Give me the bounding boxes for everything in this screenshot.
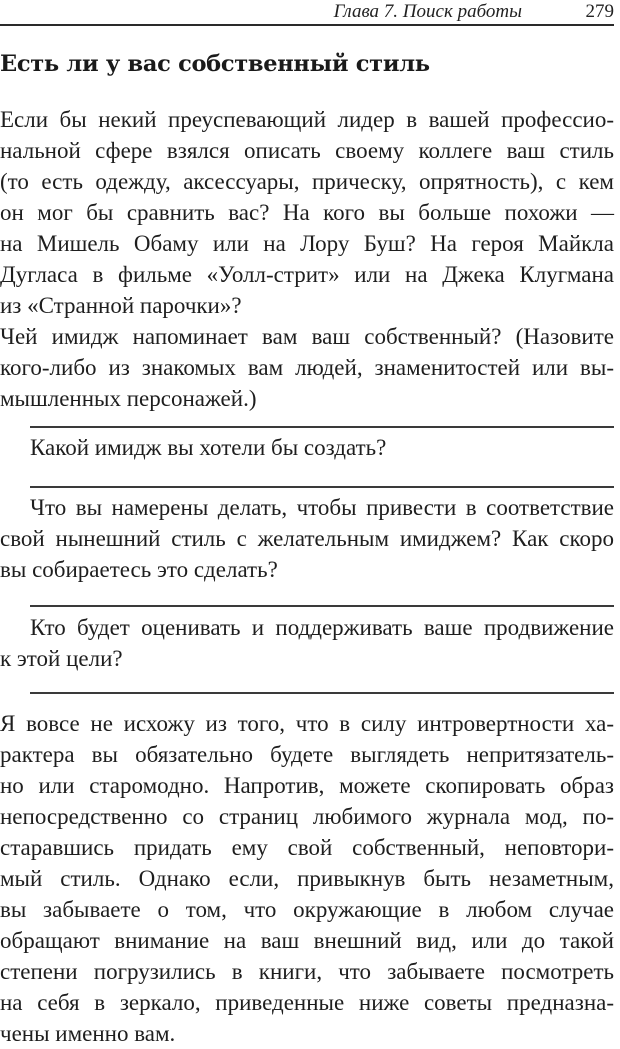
text-line: из «Странной парочки»? [0,293,242,318]
text-line: свой нынешний стиль с желательным имиджем? Как скоро [0,526,614,551]
text-line: мышленных персонажей.) [0,386,257,411]
text-line: Что вы намерены делать, чтобы привести в соответствие [30,495,614,520]
text-line: Чей имидж напоминает вам ваш собственный? (Назовите [0,324,614,349]
text-line: обращают внимание на ваш внешний вид, или до такой [0,928,614,953]
text-line: на Мишель Обаму или на Лору Буш? На героя Майкла [0,231,614,256]
text-line: старавшись придать ему свой собственный, неповтори- [0,835,614,860]
text-line: на себя в зеркало, приведенные ниже советы предназна- [0,990,614,1015]
text-line: Дугласа в фильме «Уолл-стрит» или на Джека Клугмана [0,262,614,287]
text-line: Кто будет оценивать и поддерживать ваше продвижение [30,615,614,640]
text-line: нальной сфере взялся описать своему коллеге ваш стиль [0,138,614,163]
answer-line-3[interactable] [30,605,614,607]
answer-line-1[interactable] [30,426,614,428]
text-line: мый стиль. Однако если, привыкнув быть незаметным, [0,866,614,891]
page-number: 279 [585,1,614,22]
text-line: вы забываете о том, что окружающие в любом случае [0,897,614,922]
answer-line-4[interactable] [30,692,614,694]
text-line: степени погрузились в книги, что забываете посмотреть [0,959,614,984]
header-rule [0,24,614,26]
text-line: рактера вы обязательно будете выглядеть непритязатель- [0,742,614,767]
text-line: но или старомодно. Напротив, можете скопировать образ [0,773,614,798]
running-head [0,0,614,24]
text-line: чены именно вам. [0,1021,176,1046]
text-line: он мог бы сравнить вас? На кого вы больше похожи — [0,200,614,225]
text-line: Если бы некий преуспевающий лидер в вашей профессио- [0,107,614,132]
section-title: Есть ли у вас собственный стиль [0,51,430,77]
text-line: кого-либо из знакомых вам людей, знаменитостей или вы- [0,355,614,380]
text-line: к этой цели? [0,646,123,671]
chapter-title: Глава 7. Поиск работы [333,1,522,22]
text-line: непосредственно со страниц любимого журнала мод, по- [0,804,614,829]
text-line: (то есть одежду, аксессуары, прическу, опрятность), с кем [0,169,614,194]
answer-line-2[interactable] [30,486,614,488]
text-line: Я вовсе не исхожу из того, что в силу интровертности ха- [0,711,614,736]
text-line: Какой имидж вы хотели бы создать? [30,435,387,460]
text-line: вы собираетесь это сделать? [0,557,278,582]
